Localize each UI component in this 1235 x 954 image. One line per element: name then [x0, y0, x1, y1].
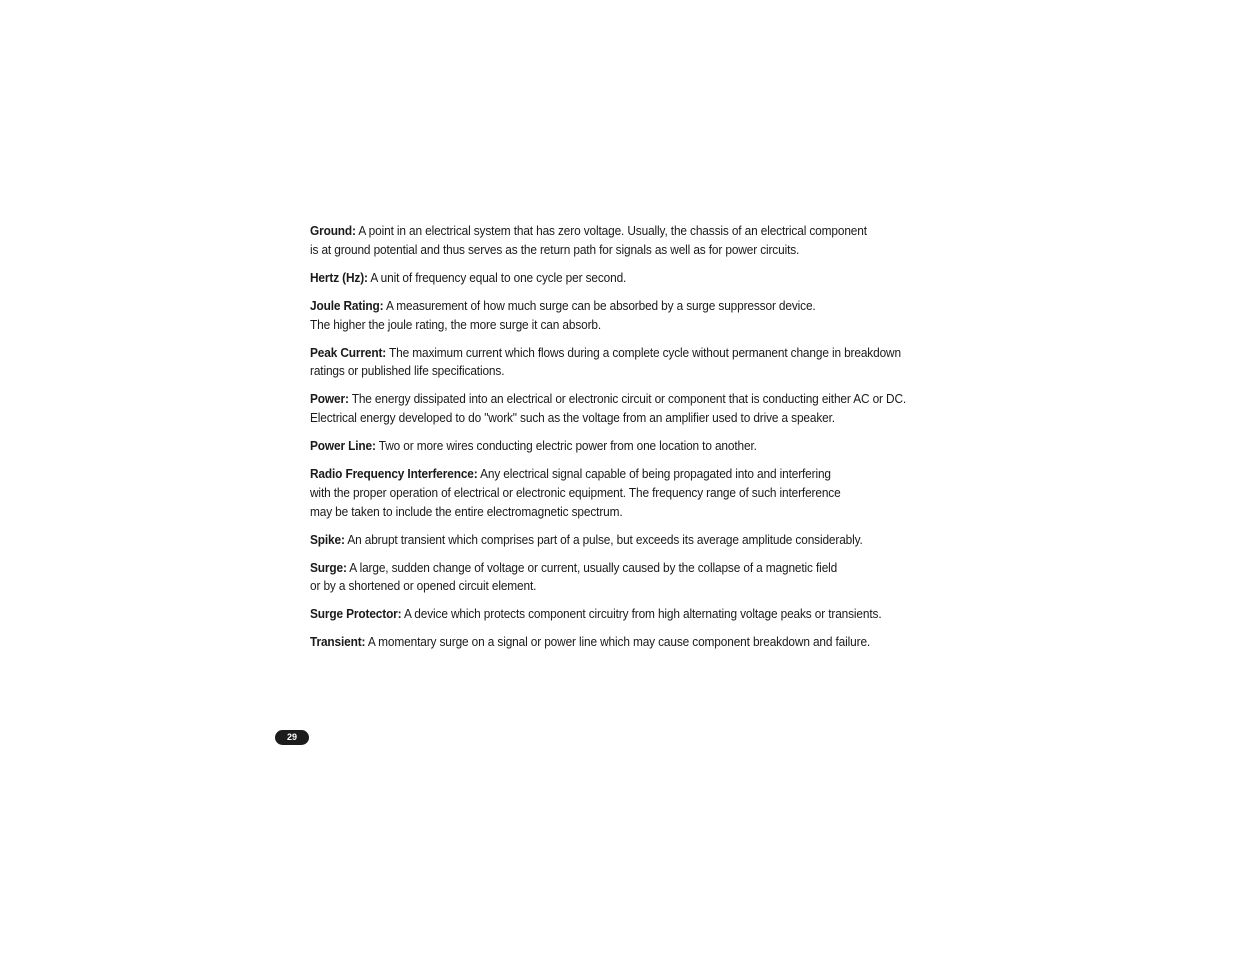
- entry-line: [310, 437, 994, 456]
- glossary-entry-surge-protector: [310, 605, 994, 624]
- definition-text: The energy dissipated into an electrical or electronic circuit or component that is conducting either AC or DC.: [351, 391, 907, 407]
- glossary-term: Ground:: [310, 223, 356, 238]
- entry-line: [310, 605, 994, 624]
- glossary-list: [310, 222, 1000, 661]
- glossary-entry-surge: [310, 559, 994, 597]
- entry-line: [310, 222, 994, 241]
- definition-text: An abrupt transient which comprises part of a pulse, but exceeds its average amplitude considerably.: [347, 531, 863, 547]
- entry-line: [310, 297, 994, 316]
- definition-text: with the proper operation of electrical or electronic equipment. The frequency range of such interference: [310, 484, 841, 500]
- definition-text: is at ground potential and thus serves as the return path for signals as well as for power circuits.: [310, 241, 800, 257]
- definition-text: ratings or published life specifications.: [310, 363, 505, 379]
- definition-text: or by a shortened or opened circuit element.: [310, 578, 537, 594]
- glossary-term: Power Line:: [310, 438, 376, 454]
- glossary-entry-power: [310, 390, 994, 428]
- glossary-entry-ground: [310, 222, 994, 260]
- glossary-term: Power:: [310, 391, 349, 407]
- glossary-entry-joule-rating: [310, 297, 994, 335]
- glossary-entry-hertz: [310, 269, 994, 288]
- definition-text: A large, sudden change of voltage or current, usually caused by the collapse of a magnetic field: [349, 559, 838, 575]
- entry-line: [310, 633, 994, 652]
- definition-text: The higher the joule rating, the more surge it can absorb.: [310, 316, 602, 332]
- glossary-term: Hertz (Hz):: [310, 269, 368, 285]
- glossary-entry-radio-frequency-interference: [310, 465, 994, 521]
- entry-line: [310, 390, 994, 409]
- glossary-entry-peak-current: [310, 344, 994, 382]
- glossary-term: Surge Protector:: [310, 606, 402, 622]
- glossary-term: Radio Frequency Interference:: [310, 466, 478, 482]
- entry-line: [310, 531, 994, 550]
- glossary-term: Transient:: [310, 634, 366, 650]
- entry-line: [310, 559, 994, 578]
- definition-text: A device which protects component circuitry from high alternating voltage peaks or transients.: [404, 606, 882, 622]
- definition-text: Two or more wires conducting electric power from one location to another.: [378, 438, 757, 454]
- glossary-term: Surge:: [310, 559, 347, 575]
- definition-text: A momentary surge on a signal or power line which may cause component breakdown and failure.: [367, 634, 871, 650]
- definition-text: Electrical energy developed to do "work" such as the voltage from an amplifier used to drive a speaker.: [310, 410, 835, 426]
- glossary-entry-spike: [310, 531, 994, 550]
- definition-text: Any electrical signal capable of being propagated into and interfering: [480, 466, 831, 482]
- definition-text: A measurement of how much surge can be absorbed by a surge suppressor device.: [385, 297, 816, 313]
- entry-line: [310, 465, 994, 484]
- glossary-entry-transient: [310, 633, 994, 652]
- glossary-term: Spike:: [310, 531, 345, 547]
- definition-text: The maximum current which flows during a complete cycle without permanent change in breakdown: [389, 344, 901, 360]
- entry-line: [310, 344, 994, 363]
- definition-text: A unit of frequency equal to one cycle per second.: [370, 269, 627, 285]
- entry-line: [310, 269, 994, 288]
- glossary-entry-power-line: [310, 437, 994, 456]
- definition-text: may be taken to include the entire electromagnetic spectrum.: [310, 503, 623, 519]
- glossary-term: Joule Rating:: [310, 297, 384, 313]
- glossary-term: Peak Current:: [310, 344, 387, 360]
- definition-text: A point in an electrical system that has zero voltage. Usually, the chassis of an electrical component: [358, 223, 867, 238]
- page-number-badge: 29: [275, 730, 309, 745]
